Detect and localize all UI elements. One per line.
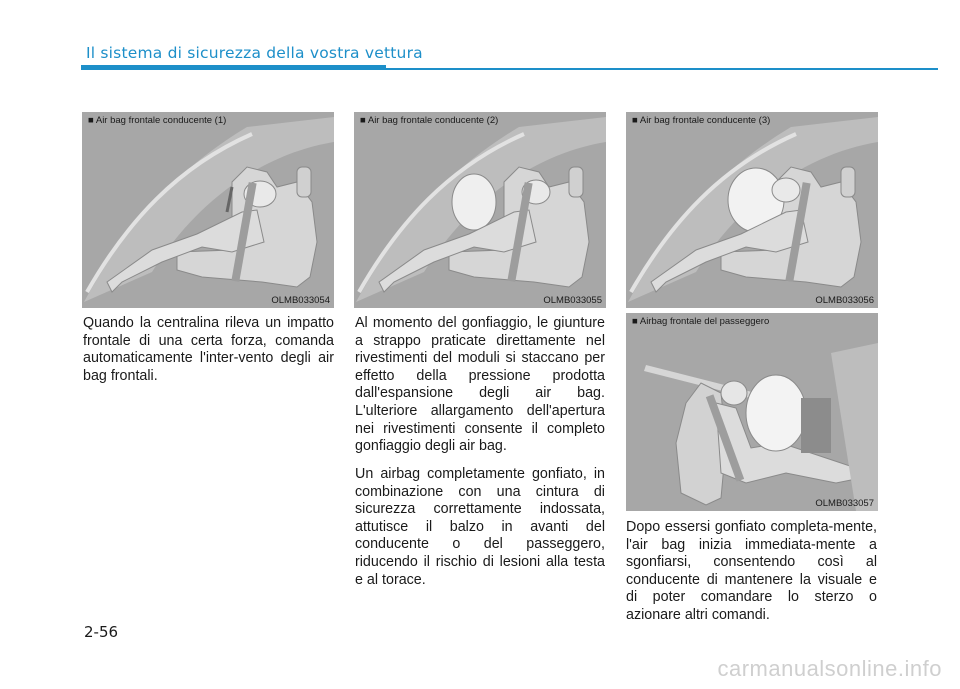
driver-airbag-2-illustration [354, 112, 606, 308]
driver-airbag-1-illustration [82, 112, 334, 308]
section-title: Il sistema di sicurezza della vostra vettura [86, 44, 423, 62]
passenger-airbag-illustration [626, 313, 878, 511]
figure-driver-airbag-1 [82, 112, 334, 308]
figure-code: OLMB033054 [271, 295, 330, 306]
watermark: carmanualsonline.info [717, 656, 942, 681]
right-column-paragraph: Dopo essersi gonfiato completa-mente, l'air bag inizia immediata-mente a sgonfiarsi, consentendo così al conducente di mantenere la visuale e di poter comandare lo sterzo o azionare altri comandi. [626, 519, 877, 623]
figure-code: OLMB033055 [543, 295, 602, 306]
figure-caption: ■ Airbag frontale del passeggero [632, 316, 770, 327]
figure-code: OLMB033056 [815, 295, 874, 306]
header-rule-thin [386, 68, 938, 70]
figure-code: OLMB033057 [815, 498, 874, 509]
figure-passenger-airbag [626, 313, 878, 511]
figure-driver-airbag-3 [626, 112, 878, 308]
figure-caption: ■ Air bag frontale conducente (2) [360, 115, 499, 126]
driver-airbag-3-illustration [626, 112, 878, 308]
header-rule-thick [81, 65, 386, 70]
middle-column-paragraph-1: Al momento del gonfiaggio, le giunture a strappo praticate direttamente nel rivestimenti del moduli si staccano per effetto della pressione prodotta dall'espansione degli air bag. L'ulteriore allargamento dell'apertura nei rivestimenti consente il completo gonfiaggio degli air bag. [355, 315, 605, 455]
figure-driver-airbag-2 [354, 112, 606, 308]
left-column-paragraph: Quando la centralina rileva un impatto frontale di una certa forza, comanda automaticamente l'inter-vento degli air bag frontali. [83, 315, 334, 384]
page-number: 2-56 [84, 623, 119, 641]
middle-column-paragraph-2: Un airbag completamente gonfiato, in combinazione con una cintura di sicurezza correttamente indossata, attutisce il balzo in avanti del conducente o del passeggero, riducendo il rischio di lesioni alla testa e al torace. [355, 466, 605, 588]
figure-caption: ■ Air bag frontale conducente (1) [88, 115, 227, 126]
figure-caption: ■ Air bag frontale conducente (3) [632, 115, 771, 126]
